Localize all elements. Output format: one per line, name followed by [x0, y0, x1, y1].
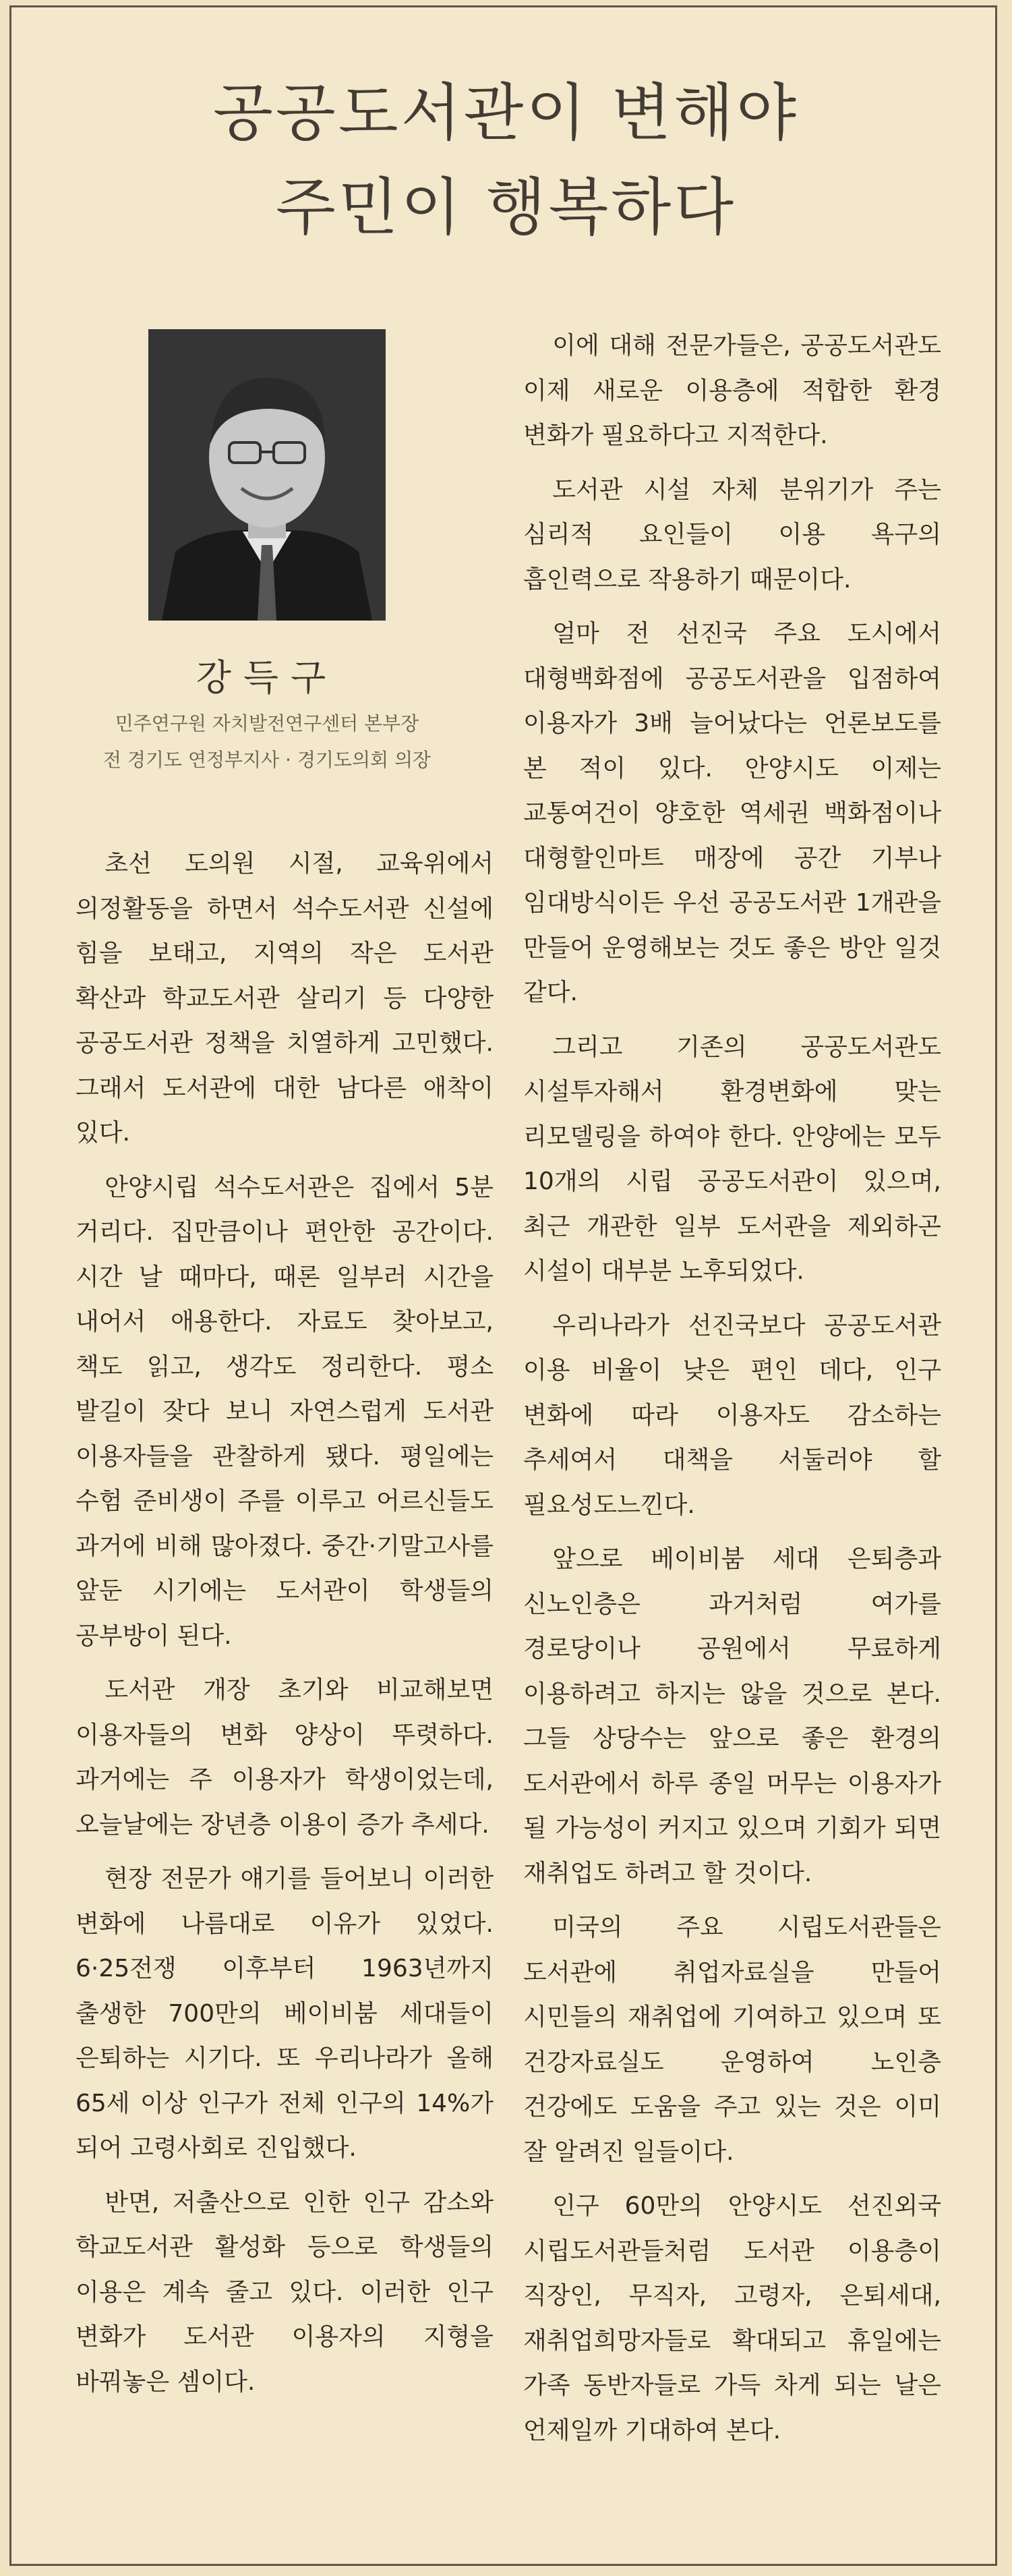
paragraph: 우리나라가 선진국보다 공공도서관 이용 비율이 낮은 편인 데다, 인구 변화에 따라 이용자도 감소하는 추세여서 대책을 서둘러야 할 필요성도느낀다.: [523, 1311, 941, 1519]
author-name: 강득구: [196, 656, 338, 699]
author-affiliation: [54, 706, 480, 778]
paragraph: 현장 전문가 얘기를 들어보니 이러한 변화에 나름대로 이유가 있었다. 6·25전쟁 이후부터 1963년까지 출생한 700만의 베이비붐 세대들이 은퇴하는 시기다. 또 우리나라가 올해 65세 이상 인구가 전체 인구의 14%가 되어 고령사회로 진입했다.: [76, 1865, 494, 2162]
paragraph: 인구 60만의 안양시도 선진외국 시립도서관들처럼 도서관 이용층이 직장인, 무직자, 고령자, 은퇴세대, 재취업희망자들로 확대되고 휴일에는 가족 동반자들로 가득 차게 되는 날은 언제일까 기대하여 본다.: [523, 2192, 941, 2444]
paragraph: 앞으로 베이비붐 세대 은퇴층과 신노인층은 과거처럼 여가를 경로당이나 공원에서 무료하게 이용하려고 하지는 않을 것으로 본다. 그들 상당수는 앞으로 좋은 환경의 도서관에서 하루 종일 머무는 이용자가 될 가능성이 커지고 있으며 기회가 되면 재취업도 하려고 할 것이다.: [523, 1545, 941, 1887]
left-column: [76, 842, 494, 2414]
paragraph: 그리고 기존의 공공도서관도 시설투자해서 환경변화에 맞는 리모델링을 하여야 한다. 안양에는 모두 10개의 시립 공공도서관이 있으며, 최근 개관한 일부 도서관을 제외하곤 시설이 대부분 노후되었다.: [523, 1033, 941, 1285]
paragraph: 도서관 개장 초기와 비교해보면 이용자들의 변화 양상이 뚜렷하다. 과거에는 주 이용자가 학생이었는데, 오늘날에는 장년층 이용이 증가 추세다.: [76, 1676, 494, 1839]
author-affiliation-line-1: 민주연구원 자치발전연구센터 본부장: [115, 712, 419, 735]
paragraph: 이에 대해 전문가들은, 공공도서관도 이제 새로운 이용층에 적합한 환경 변화가 필요하다고 지적한다.: [523, 332, 941, 449]
paragraph: 안양시립 석수도서관은 집에서 5분 거리다. 집만큼이나 편안한 공간이다. 시간 날 때마다, 때론 일부러 시간을 내어서 애용한다. 자료도 찾아보고, 책도 읽고, 생각도 정리한다. 평소 발길이 잦다 보니 자연스럽게 도서관 이용자들을 관찰하게 됐다. 평일에는 수험 준비생이 주를 이루고 어르신들도 과거에 비해 많아졌다. 중간·기말고사를 앞둔 시기에는 도서관이 학생들의 공부방이 된다.: [76, 1173, 494, 1650]
right-column: [523, 324, 941, 2463]
author-photo: [148, 329, 386, 621]
paragraph: 미국의 주요 시립도서관들은 도서관에 취업자료실을 만들어 시민들의 재취업에 기여하고 있으며 또 건강자료실도 운영하여 노인층 건강에도 도움을 주고 있는 것은 이미 잘 알려진 일들이다.: [523, 1914, 941, 2166]
paragraph: 얼마 전 선진국 주요 도시에서 대형백화점에 공공도서관을 입점하여 이용자가 3배 늘어났다는 언론보도를 본 적이 있다. 안양시도 이제는 교통여건이 양호한 역세권 백화점이나 대형할인마트 매장에 공간 기부나 임대방식이든 우선 공공도서관 1개관을 만들어 운영해보는 것도 좋은 방안 일것 같다.: [523, 620, 941, 1006]
article-title: [0, 66, 1012, 255]
paragraph: 도서관 시설 자체 분위기가 주는 심리적 요인들이 이용 욕구의 흡인력으로 작용하기 때문이다.: [523, 476, 941, 594]
paragraph: 초선 도의원 시절, 교육위에서 의정활동을 하면서 석수도서관 신설에 힘을 보태고, 지역의 작은 도서관 확산과 학교도서관 살리기 등 다양한 공공도서관 정책을 치열하게 고민했다. 그래서 도서관에 대한 남다른 애착이 있다.: [76, 850, 494, 1147]
title-line-2: 주민이 행복하다: [275, 171, 737, 244]
paragraph: 반면, 저출산으로 인한 인구 감소와 학교도서관 활성화 등으로 학생들의 이용은 계속 줄고 있다. 이러한 인구 변화가 도서관 이용자의 지형을 바꿔놓은 셈이다.: [76, 2188, 494, 2396]
title-line-1: 공공도서관이 변해야: [212, 77, 800, 149]
author-affiliation-line-2: 전 경기도 연정부지사 · 경기도의회 의장: [102, 749, 431, 771]
